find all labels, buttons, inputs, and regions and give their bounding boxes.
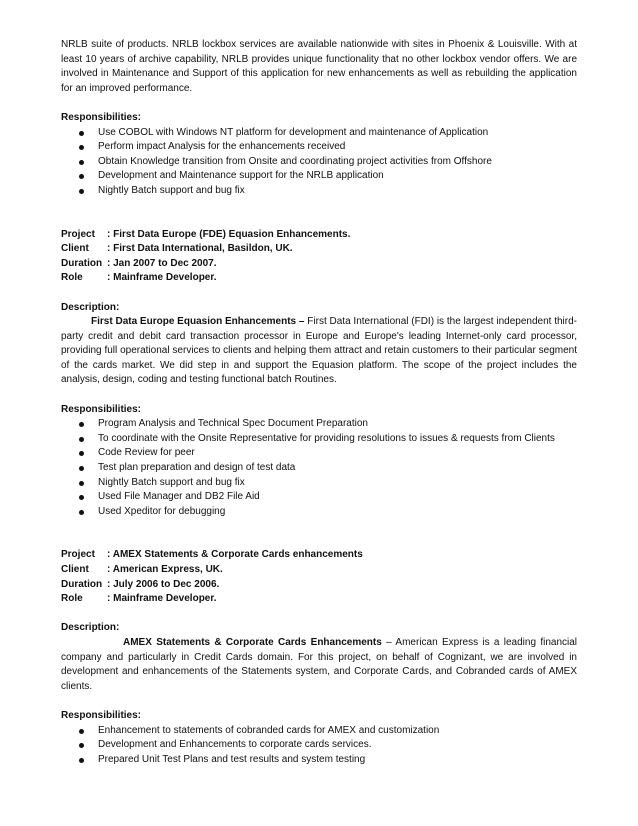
description-title: AMEX Statements & Corporate Cards Enhancements bbox=[123, 636, 382, 648]
list-item: Development and Enhancements to corporate cards services. bbox=[98, 738, 577, 753]
responsibilities-heading: Responsibilities: bbox=[61, 709, 142, 721]
duration: : July 2006 to Dec 2006. bbox=[107, 578, 220, 590]
project-meta bbox=[61, 228, 577, 286]
intro-paragraph: NRLB suite of products. NRLB lockbox services are available nationwide with sites in Phoenix & Louisville. With at least 10 years of archive capability, NRLB provides unique functionality that no other lockbox vendor offers. We are involved in Maintenance and Support of this application for new enhancements as well as rebuilding the application for an improved performance. bbox=[61, 39, 577, 94]
client-name: : First Data International, Basildon, UK. bbox=[107, 243, 293, 255]
list-item: Enhancement to statements of cobranded cards for AMEX and customization bbox=[98, 724, 577, 739]
resume-page bbox=[61, 38, 577, 767]
meta-label: Client bbox=[61, 243, 89, 255]
project-meta bbox=[61, 548, 577, 606]
meta-label: Duration bbox=[61, 578, 103, 590]
responsibilities-heading: Responsibilities: bbox=[61, 111, 142, 123]
list-item: Nightly Batch support and bug fix bbox=[98, 184, 577, 199]
list-item: Used File Manager and DB2 File Aid bbox=[98, 490, 577, 505]
list-item: Used Xpeditor for debugging bbox=[98, 505, 577, 520]
bullet-list bbox=[61, 126, 577, 199]
meta-label: Client bbox=[61, 564, 89, 575]
role: : Mainframe Developer. bbox=[107, 593, 217, 605]
list-item: Nightly Batch support and bug fix bbox=[98, 476, 577, 491]
list-item: Obtain Knowledge transition from Onsite and coordinating project activities from Offshore bbox=[98, 155, 577, 170]
project-name: : AMEX Statements & Corporate Cards enhancements bbox=[107, 549, 363, 561]
duration: : Jan 2007 to Dec 2007. bbox=[107, 257, 217, 269]
list-item: Code Review for peer bbox=[98, 446, 577, 461]
meta-label: Project bbox=[61, 228, 95, 240]
list-item: Use COBOL with Windows NT platform for development and maintenance of Application bbox=[98, 126, 577, 141]
description-heading: Description: bbox=[61, 622, 120, 634]
list-item: Program Analysis and Technical Spec Document Preparation bbox=[98, 417, 577, 432]
description-heading: Description: bbox=[61, 301, 120, 313]
list-item: Perform impact Analysis for the enhancements received bbox=[98, 140, 577, 155]
bullet-list bbox=[61, 724, 577, 768]
meta-label: Project bbox=[61, 549, 95, 561]
client-name: : American Express, UK. bbox=[107, 564, 223, 575]
bullet-list bbox=[61, 417, 577, 519]
role: : Mainframe Developer. bbox=[107, 272, 217, 284]
list-item: Test plan preparation and design of test data bbox=[98, 461, 577, 476]
project-name: : First Data Europe (FDE) Equasion Enhancements. bbox=[107, 228, 351, 240]
list-item: To coordinate with the Onsite Representative for providing resolutions to issues & requests from Clients bbox=[98, 432, 577, 447]
description-title: First Data Europe Equasion Enhancements – bbox=[91, 316, 305, 328]
responsibilities-heading: Responsibilities: bbox=[61, 403, 142, 415]
list-item: Prepared Unit Test Plans and test results and system testing bbox=[98, 753, 577, 768]
meta-label: Role bbox=[61, 593, 83, 605]
description-paragraph bbox=[61, 315, 577, 388]
description-text: First Data International (FDI) is the largest independent third-party credit and debit card transaction processor in Europe and Europe's leading Internet-only card processor, providing full operational services to clients and helping them attract and retain customers to their particular segment of the cards market. We did step in and support the Equasion platform. The scope of the project includes the analysis, design, coding and testing functional batch Routines. bbox=[61, 316, 577, 386]
meta-label: Role bbox=[61, 272, 83, 284]
list-item: Development and Maintenance support for the NRLB application bbox=[98, 169, 577, 184]
meta-label: Duration bbox=[61, 257, 103, 269]
description-text: – American Express is a leading financial company and particularly in Credit Cards domain. For this project, on behalf of Cognizant, we are involved in development and enhancements of the Statements system, and Corporate Cards, and Cobranded cards of AMEX clients. bbox=[61, 636, 578, 692]
description-paragraph bbox=[61, 636, 577, 694]
